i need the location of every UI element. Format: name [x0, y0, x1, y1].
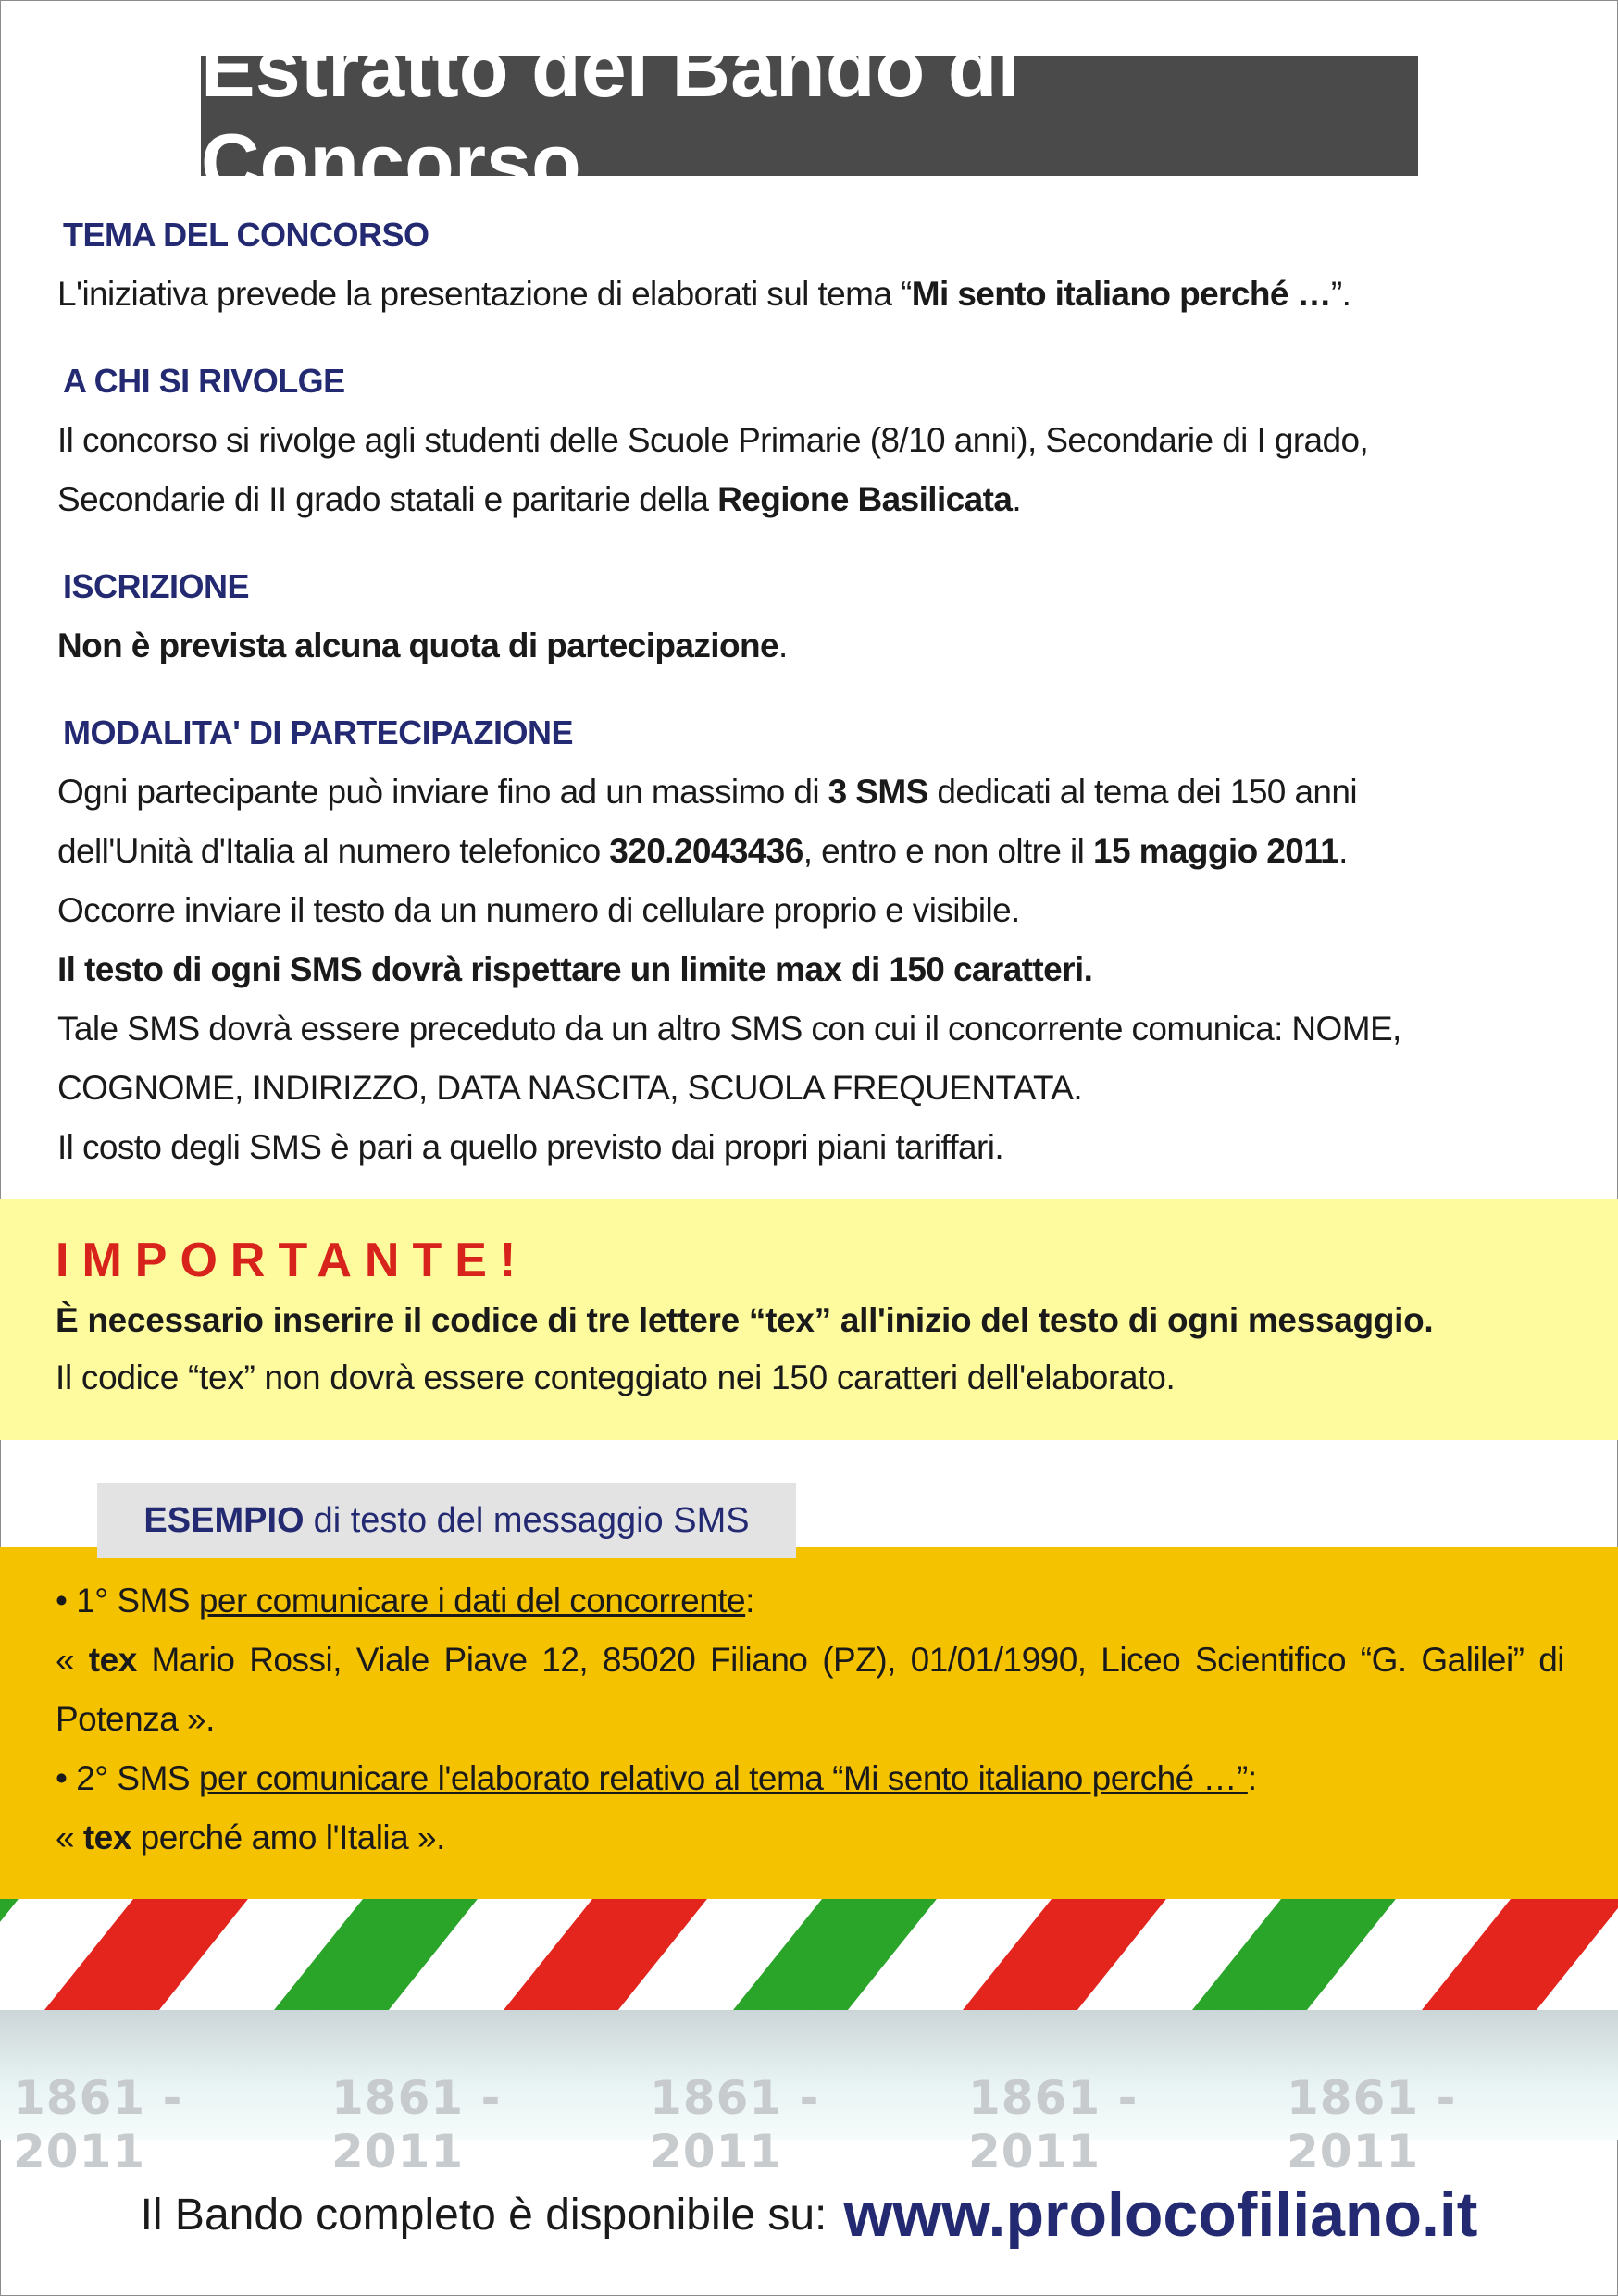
- text-bold: tex: [88, 1641, 137, 1679]
- text-run: • 2° SMS: [56, 1759, 199, 1797]
- text-bold: Non è prevista alcuna quota di partecipazione: [57, 627, 778, 664]
- footer-text: Il Bando completo è disponibile su:: [140, 2190, 828, 2240]
- section-heading: A CHI SI RIVOLGE: [63, 362, 345, 400]
- sms1-text: [56, 1631, 1564, 1749]
- section-text: COGNOME, INDIRIZZO, DATA NASCITA, SCUOLA FREQUENTATA.: [57, 1069, 1083, 1107]
- section-text: [57, 265, 1575, 324]
- text-run: .: [1338, 832, 1348, 870]
- phone-number: 320.2043436: [609, 832, 803, 870]
- section-tema: [57, 205, 1575, 324]
- important-title: IMPORTANTE!: [56, 1234, 529, 1287]
- tricolor-stripe-band: [0, 1899, 1618, 2010]
- section-iscrizione: [57, 557, 1575, 676]
- text-underlined: per comunicare i dati del concorrente: [198, 1582, 746, 1620]
- text-run: dell'Unità d'Italia al numero telefonico: [57, 832, 610, 870]
- text-bold: 3 SMS: [828, 773, 928, 811]
- section-text: [57, 822, 1575, 881]
- section-text: Il costo degli SMS è pari a quello previsto dai propri piani tariffari.: [57, 1128, 1004, 1166]
- section-text: Tale SMS dovrà essere preceduto da un altro SMS con cui il concorrente comunica: NOME,: [57, 1010, 1401, 1048]
- important-box: [0, 1199, 1618, 1440]
- text-run: Mario Rossi, Viale Piave 12, 85020 Filiano (PZ), 01/01/1990, Liceo Scientifico “G. Galilei” di Potenza ».: [56, 1641, 1565, 1738]
- deadline-date: 15 maggio 2011: [1092, 832, 1339, 870]
- text-run: perché amo l'Italia ».: [131, 1818, 445, 1856]
- text-bold: Il testo di ogni SMS dovrà rispettare un limite max di 150 caratteri.: [57, 950, 1093, 988]
- section-modalita: [57, 703, 1575, 1177]
- text-run: :: [1247, 1759, 1257, 1797]
- text-run: L'iniziativa prevede la presentazione di elaborati sul tema “: [57, 275, 912, 313]
- text-run: :: [745, 1582, 754, 1620]
- example-tab: [97, 1483, 796, 1558]
- text-run: «: [56, 1641, 89, 1679]
- text-run: ”.: [1330, 275, 1351, 313]
- section-text: [57, 940, 1575, 999]
- example-box: [0, 1547, 1618, 1899]
- text-run: Ogni partecipante può inviare fino ad un massimo di: [57, 773, 828, 811]
- section-rivolge: [57, 352, 1575, 529]
- section-text: [57, 763, 1575, 822]
- year-range-label: 1861 - 2011: [1287, 2071, 1457, 2178]
- text-bold: Mi sento italiano perché …: [911, 275, 1331, 313]
- section-heading: MODALITA' DI PARTECIPAZIONE: [63, 714, 574, 751]
- example-tab-rest: di testo del messaggio SMS: [313, 1500, 750, 1540]
- example-tab-bold: ESEMPIO: [143, 1500, 305, 1540]
- section-heading: ISCRIZIONE: [63, 567, 250, 605]
- sms1-label: [56, 1571, 1564, 1631]
- page-title-text: Estratto del Bando di Concorso: [201, 22, 1020, 208]
- year-range-label: 1861 - 2011: [968, 2071, 1139, 2178]
- main-content: [57, 205, 1575, 1205]
- text-bold: tex: [82, 1818, 131, 1856]
- section-heading: TEMA DEL CONCORSO: [63, 216, 429, 254]
- sms2-text: [56, 1808, 1564, 1868]
- text-run: dedicati al tema dei 150 anni: [927, 773, 1358, 811]
- year-range-label: 1861 - 2011: [650, 2071, 820, 2178]
- text-run: Secondarie di II grado statali e paritarie della: [57, 480, 718, 518]
- text-run: • 1° SMS: [56, 1582, 199, 1620]
- footer-link[interactable]: www.prolocofiliano.it: [843, 2179, 1478, 2250]
- text-run: .: [778, 627, 788, 664]
- section-text: Occorre inviare il testo da un numero di cellulare proprio e visibile.: [57, 891, 1020, 929]
- year-range-label: 1861 - 2011: [331, 2071, 502, 2178]
- text-run: .: [1012, 480, 1021, 518]
- important-line: Il codice “tex” non dovrà essere conteggiato nei 150 caratteri dell'elaborato.: [56, 1359, 1176, 1396]
- text-underlined: per comunicare l'elaborato relativo al tema “Mi sento italiano perché …”: [198, 1759, 1248, 1797]
- important-line: È necessario inserire il codice di tre lettere “tex” all'inizio del testo di ogni messaggio.: [56, 1301, 1434, 1339]
- text-run: «: [56, 1818, 83, 1856]
- page-title: [201, 22, 1418, 208]
- year-range-label: 1861 - 2011: [13, 2071, 183, 2178]
- text-bold: Regione Basilicata: [717, 480, 1013, 518]
- text-run: , entro e non oltre il: [803, 832, 1093, 870]
- section-text: Il concorso si rivolge agli studenti delle Scuole Primarie (8/10 anni), Secondarie di I grado,: [57, 421, 1369, 459]
- example-text: [56, 1571, 1564, 1868]
- section-text: [57, 470, 1575, 529]
- footer: [0, 2164, 1618, 2265]
- sms2-label: [56, 1749, 1564, 1808]
- years-row: [0, 2071, 1618, 2178]
- section-text: [57, 616, 1575, 676]
